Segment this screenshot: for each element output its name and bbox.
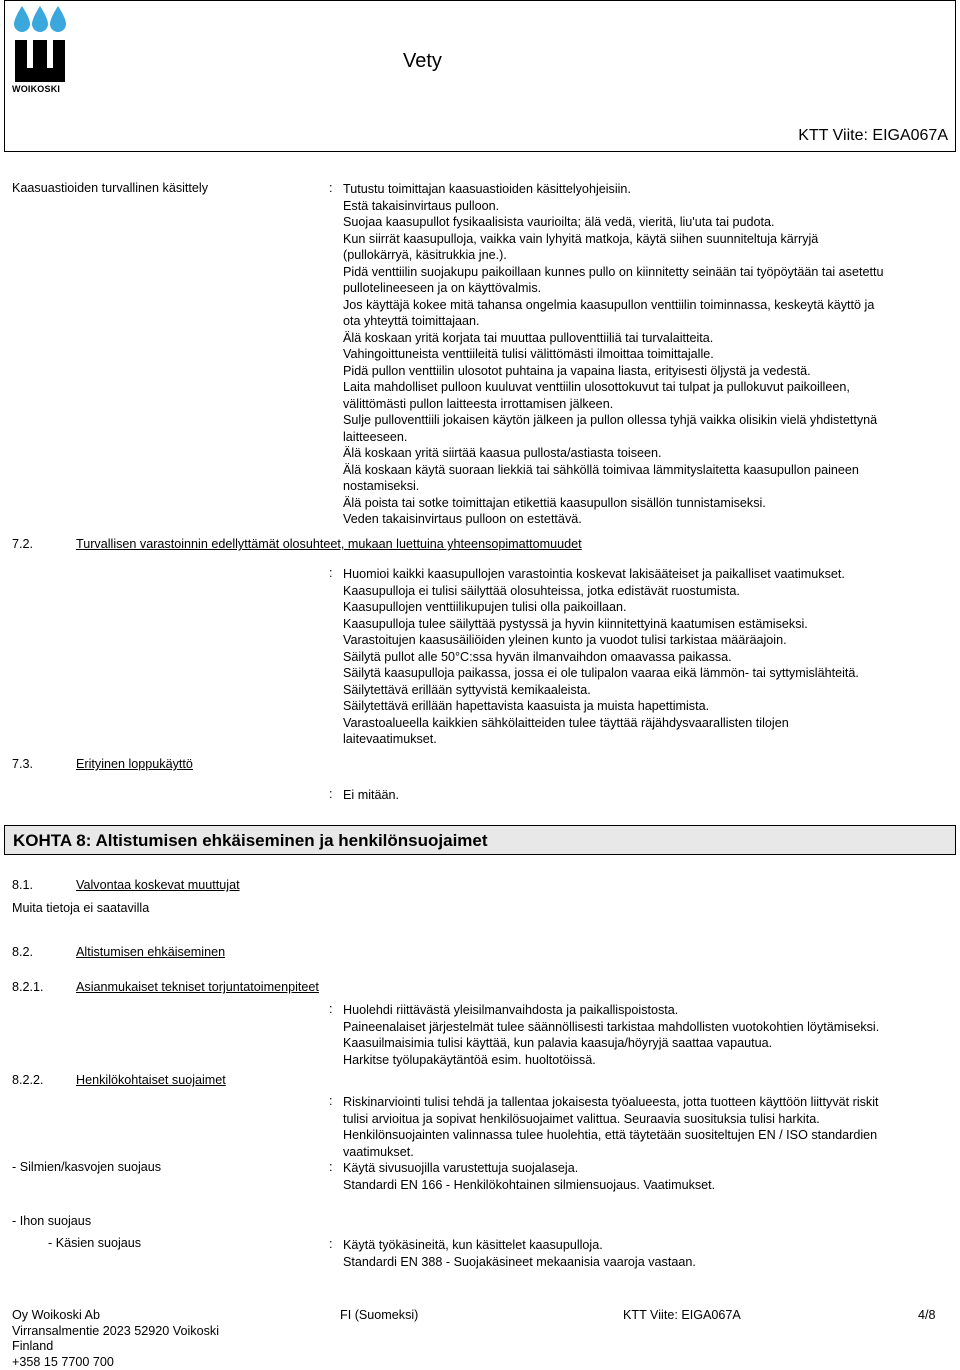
- colon: :: [329, 181, 333, 195]
- section-title: Altistumisen ehkäiseminen: [76, 945, 226, 959]
- hand-protection-text: [343, 1237, 955, 1270]
- footer-company: Oy Woikoski Ab: [12, 1308, 100, 1322]
- section-title: Turvallisen varastoinnin edellyttämät olosuhteet, mukaan luettuina yhteensopimattomuudet: [76, 537, 582, 551]
- text-line: Säilytä kaasupulloja paikassa, jossa ei ole tulipalon vaaraa eikä lämmön- tai syttymislähteitä.: [343, 666, 859, 680]
- text-line: Säilytettävä erillään syttyvistä kemikaaleista.: [343, 682, 591, 697]
- section-number: 7.2.: [12, 537, 34, 551]
- text-line: Käytä työkäsineitä, kun käsittelet kaasupulloja.: [343, 1238, 603, 1252]
- text-line: Estä takaisinvirtaus pulloon.: [343, 198, 500, 213]
- text-line: ota yhteyttä toimittajaan.: [343, 314, 480, 328]
- footer-address: [12, 1308, 219, 1370]
- section-7-2-heading: [12, 537, 582, 551]
- section-8-title: KOHTA 8: Altistumisen ehkäiseminen ja henkilönsuojaimet: [13, 831, 488, 850]
- section-number: 8.2.2.: [12, 1073, 44, 1087]
- text-line: laitevaatimukset.: [343, 732, 437, 746]
- text-line: vaatimukset.: [343, 1144, 414, 1159]
- section-8-band: [4, 825, 956, 855]
- footer-language: FI (Suomeksi): [340, 1308, 419, 1322]
- section-8-2-heading: [12, 945, 225, 959]
- text-line: Vahingoittuneista venttiileitä tulisi välittömästi ilmoittaa toimittajalle.: [343, 347, 714, 361]
- section-8-1-heading: [12, 878, 240, 892]
- skin-protection-label: - Ihon suojaus: [12, 1214, 92, 1228]
- text-line: Älä koskaan yritä siirtää kaasua pullosta/astiasta toiseen.: [343, 446, 662, 460]
- section-title: Valvontaa koskevat muuttujat: [76, 878, 240, 892]
- text-line: Kaasupulloja ei tulisi säilyttää olosuhteissa, jotka edistävät ruostumista.: [343, 583, 740, 598]
- text-line: Huomioi kaikki kaasupullojen varastointia koskevat lakisääteiset ja paikalliset vaatimukset.: [343, 567, 845, 581]
- section-title: Erityinen loppukäyttö: [76, 757, 193, 771]
- header-reference: KTT Viite: EIGA067A: [798, 127, 948, 144]
- document-title: Vety: [403, 50, 442, 72]
- personal-protection-text: [343, 1094, 955, 1160]
- text-line: Älä poista tai sotke toimittajan etikettiä kaasupullon sisällön tunnistamiseksi.: [343, 495, 766, 510]
- text-line: Varastoitujen kaasusäiliöiden yleinen kunto ja vuodot tulisi tarkistaa määräajoin.: [343, 633, 787, 647]
- eye-protection-label: - Silmien/kasvojen suojaus: [12, 1160, 162, 1174]
- eye-protection-text: [343, 1160, 955, 1193]
- colon: :: [329, 787, 333, 801]
- section-8-2-1-heading: [12, 980, 319, 994]
- text-line: Älä koskaan käytä suoraan liekkiä tai sähköllä toimivaa lämmityslaitetta kaasupullon paineen: [343, 462, 859, 477]
- section-number: 7.3.: [12, 757, 34, 771]
- colon: :: [329, 1160, 333, 1174]
- text-line: Paineenalaiset järjestelmät tulee säännöllisesti tarkistaa mahdollisten vuotokohtien löytämiseksi.: [343, 1019, 880, 1034]
- no-data-text: Muita tietoja ei saatavilla: [12, 901, 150, 915]
- colon: :: [329, 566, 333, 580]
- text-line: Henkilönsuojainten valinnassa tulee huolehtia, että täytetään suositeltujen EN / ISO standardien: [343, 1128, 878, 1142]
- section-number: 8.2.1.: [12, 980, 44, 994]
- colon: :: [329, 1237, 333, 1251]
- section-7-3-heading: [12, 757, 193, 771]
- woikoski-logo: [10, 4, 70, 94]
- page-number: 4/8: [918, 1308, 936, 1322]
- text-line: laitteeseen.: [343, 429, 408, 444]
- text-line: Säilytä pullot alle 50°C:ssa hyvän ilmanvaihdon omaavassa paikassa.: [343, 649, 732, 664]
- footer-country: Finland: [12, 1339, 54, 1353]
- section-number: 8.1.: [12, 878, 34, 892]
- text-line: Säilytettävä erillään hapettavista kaasuista ja muista hapettimista.: [343, 699, 710, 713]
- text-line: Älä koskaan yritä korjata tai muuttaa pulloventtiiliä tai turvalaitteita.: [343, 330, 714, 345]
- storage-text: [343, 566, 955, 748]
- text-line: Kun siirrät kaasupulloja, vaikka vain lyhyitä matkoja, käytä siihen suunniteltuja kärryjä: [343, 231, 819, 246]
- brand-name: WOIKOSKI: [12, 84, 61, 94]
- footer-reference: KTT Viite: EIGA067A: [623, 1308, 741, 1322]
- section-number: 8.2.: [12, 945, 34, 959]
- text-line: Laita mahdolliset pulloon kuuluvat venttiilin ulosottokuvut tai tulpat ja pullokuvut paikoilleen,: [343, 380, 850, 394]
- text-line: Suojaa kaasupullot fysikaalisista vaurioilta; älä vedä, vieritä, liu'uta tai pudota.: [343, 215, 775, 229]
- text-line: nostamiseksi.: [343, 479, 420, 493]
- text-line: Kaasupullojen venttiilikupujen tulisi olla paikoillaan.: [343, 600, 627, 614]
- text-line: Varastoalueella kaikkien sähkölaitteiden tulee täyttää räjähdysvaarallisten tilojen: [343, 715, 789, 730]
- text-line: Käytä sivusuojilla varustettuja suojalaseja.: [343, 1161, 579, 1175]
- handling-text: [343, 181, 955, 528]
- hand-protection-label: - Käsien suojaus: [48, 1236, 142, 1250]
- text-line: välittömästi pullon laitteesta irrottamisen jälkeen.: [343, 396, 614, 411]
- text-line: pullotelineeseen ja on käyttövalmis.: [343, 281, 542, 295]
- text-line: Veden takaisinvirtaus pulloon on estettävä.: [343, 512, 582, 526]
- colon: :: [329, 1002, 333, 1016]
- technical-measures-text: [343, 1002, 955, 1068]
- text-line: Sulje pulloventtiili jokaisen käytön jälkeen ja pullon ollessa tyhjä vaikka olisikin vielä yhdistettynä: [343, 413, 878, 427]
- text-line: Huolehdi riittävästä yleisilmanvaihdosta ja paikallispoistosta.: [343, 1003, 679, 1017]
- text-line: Pidä venttiilin suojakupu paikoillaan kunnes pullo on kiinnitetty seinään tai työpöytään tai asetettu: [343, 264, 884, 279]
- text-line: Tutustu toimittajan kaasuastioiden käsittelyohjeisiin.: [343, 182, 631, 196]
- footer-phone: +358 15 7700 700: [12, 1354, 114, 1369]
- text-line: Standardi EN 166 - Henkilökohtainen silmiensuojaus. Vaatimukset.: [343, 1177, 716, 1192]
- text-line: (pullokärryä, käsitrukkia jne.).: [343, 248, 507, 262]
- text-line: Kaasupulloja tulee säilyttää pystyssä ja hyvin kiinnitettyinä kaatumisen estämiseksi.: [343, 616, 808, 631]
- text-line: Harkitse työlupakäytäntöä esim. huoltotöissä.: [343, 1052, 596, 1067]
- text-line: tulisi arvioitua ja sopivat henkilösuojaimet valittua. Seuraavia suosituksia tulisi harkita.: [343, 1111, 820, 1126]
- end-use-value: Ei mitään.: [343, 788, 399, 802]
- text-line: Kaasuilmaisimia tulisi käyttää, kun palavia kaasuja/höyryjä saattaa vapautua.: [343, 1036, 773, 1050]
- text-line: Standardi EN 388 - Suojakäsineet mekaanisia vaaroja vastaan.: [343, 1254, 696, 1269]
- colon: :: [329, 1094, 333, 1108]
- text-line: Riskinarviointi tulisi tehdä ja tallentaa jokaisesta työalueesta, jotta tuotteen käyttöön liittyvät riskit: [343, 1095, 879, 1109]
- section-title: Henkilökohtaiset suojaimet: [76, 1073, 226, 1087]
- text-line: Pidä pullon venttiilin ulosotot puhtaina ja vapaina liasta, erityisesti öljystä ja vedestä.: [343, 363, 811, 378]
- text-line: Jos käyttäjä kokee mitä tahansa ongelmia kaasupullon venttiilin toiminnassa, keskeytä käyttö ja: [343, 297, 875, 312]
- section-title: Asianmukaiset tekniset torjuntatoimenpiteet: [76, 980, 319, 994]
- section-8-2-2-heading: [12, 1073, 226, 1087]
- handling-label: Kaasuastioiden turvallinen käsittely: [12, 181, 209, 195]
- footer-street: Virransalmentie 2023 52920 Voikoski: [12, 1323, 219, 1338]
